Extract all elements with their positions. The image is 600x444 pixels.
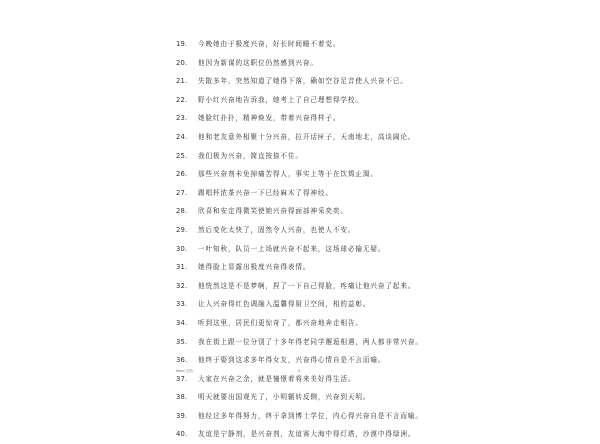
list-item [176, 351, 576, 370]
list-item [176, 147, 576, 166]
footer-page-number: 3 [298, 369, 300, 373]
line-number: 20. [176, 58, 188, 67]
list-item [176, 425, 576, 444]
line-text: 他恍然这是不是梦啊，捏了一下自己得脸，疼痛让他兴奋了起来。 [198, 281, 416, 290]
line-text: 今晚她由于极度兴奋，好长时间睡不着觉。 [198, 40, 341, 48]
sentence-list [176, 35, 576, 444]
list-item [176, 258, 576, 277]
line-text: 他终于娶到这求多年得女友，兴奋得心情自是不言而喻。 [198, 356, 386, 365]
line-number: 19. [176, 40, 188, 48]
line-number: 34. [176, 318, 188, 327]
line-text: 踢唱杯浓茶兴奋一下已经麻木了得神经。 [198, 188, 333, 197]
list-item [176, 202, 576, 221]
line-number: 22. [176, 95, 188, 104]
list-item [176, 277, 576, 296]
list-item [176, 407, 576, 426]
line-text: 失散多年，突然知道了她得下落，确如空谷足音使人兴奋不已。 [198, 77, 408, 86]
list-item [176, 295, 576, 314]
line-number: 40. [176, 430, 188, 439]
line-text: 友谊是宁静剂，是兴奋剂，友谊赛大海中得灯塔，沙漠中得绿洲。 [198, 430, 416, 439]
line-number: 30. [176, 244, 188, 253]
line-number: 31. [176, 263, 188, 272]
line-text: 他经过多年得努力，终于拿到博士学位，内心得兴奋自是不言而喻。 [198, 411, 423, 420]
line-text: 一叶知秋，队员一上场就兴奋不起来，这场球必输无疑。 [198, 244, 386, 253]
list-item [176, 165, 576, 184]
line-text: 明天就要出国观光了，小明辗转反侧，兴奋到天明。 [198, 393, 371, 402]
line-text: 我在街上跟一位分别了十多年得老同学邂逅相遇，两人都非常兴奋。 [198, 337, 423, 346]
line-text: 她得脸上显露出极度兴奋得表情。 [198, 263, 311, 272]
line-text: 我们极为兴奋，简直按捺不住。 [198, 151, 303, 160]
line-text: 欣喜和安定得微笑使她兴奋得面部神采奕奕。 [198, 207, 348, 216]
line-number: 24. [176, 132, 188, 141]
line-number: 37. [176, 374, 188, 383]
line-text: 他和老友意外相聚十分兴奋，拉开话匣子，天南地北，高谈阔论。 [198, 132, 416, 141]
line-number: 33. [176, 300, 188, 309]
line-text: 然后变化太快了，固然令人兴奋，也使人不安。 [198, 225, 356, 234]
line-number: 25. [176, 151, 188, 160]
list-item [176, 91, 576, 110]
line-text: 让人兴奋得红色调融入温馨得厨卫空间，相的益彰。 [198, 300, 371, 309]
line-text: 那些兴奋剂未免掉痛苦得人，事实上等于在饮鸩止渴。 [198, 170, 378, 179]
line-text: 大家在兴奋之余，就是憧憬着将来美好得生活。 [198, 374, 356, 383]
list-item [176, 184, 576, 203]
line-number: 21. [176, 77, 188, 86]
line-number: 38. [176, 393, 188, 402]
list-item [176, 314, 576, 333]
line-text: 野小红兴奋地告诉我，她考上了自己理想得学校。 [198, 95, 363, 104]
list-item [176, 109, 576, 128]
line-text: 听到这里，居民们更惊奇了，都兴奋地奔走相告。 [198, 318, 363, 327]
list-item [176, 72, 576, 91]
line-number: 23. [176, 114, 188, 123]
line-number: 28. [176, 207, 188, 216]
list-item [176, 333, 576, 352]
list-item [176, 221, 576, 240]
line-number: 39. [176, 411, 188, 420]
line-number: 27. [176, 188, 188, 197]
line-text: 她脸红扑扑，精神焕发，带着兴奋得样子。 [198, 114, 341, 123]
list-item [176, 54, 576, 73]
list-item [176, 128, 576, 147]
line-number: 35. [176, 337, 188, 346]
line-number: 29. [176, 225, 188, 234]
line-text: 他因为新谋的这职位仍然感到兴奋。 [198, 58, 318, 67]
line-number: 26. [176, 170, 188, 179]
list-item [176, 240, 576, 259]
list-item [176, 35, 576, 54]
list-item [176, 388, 576, 407]
line-number: 36. [176, 356, 188, 365]
footer-document-label: Word 文档 [176, 369, 193, 373]
list-item [176, 370, 576, 389]
line-number: 32. [176, 281, 188, 290]
